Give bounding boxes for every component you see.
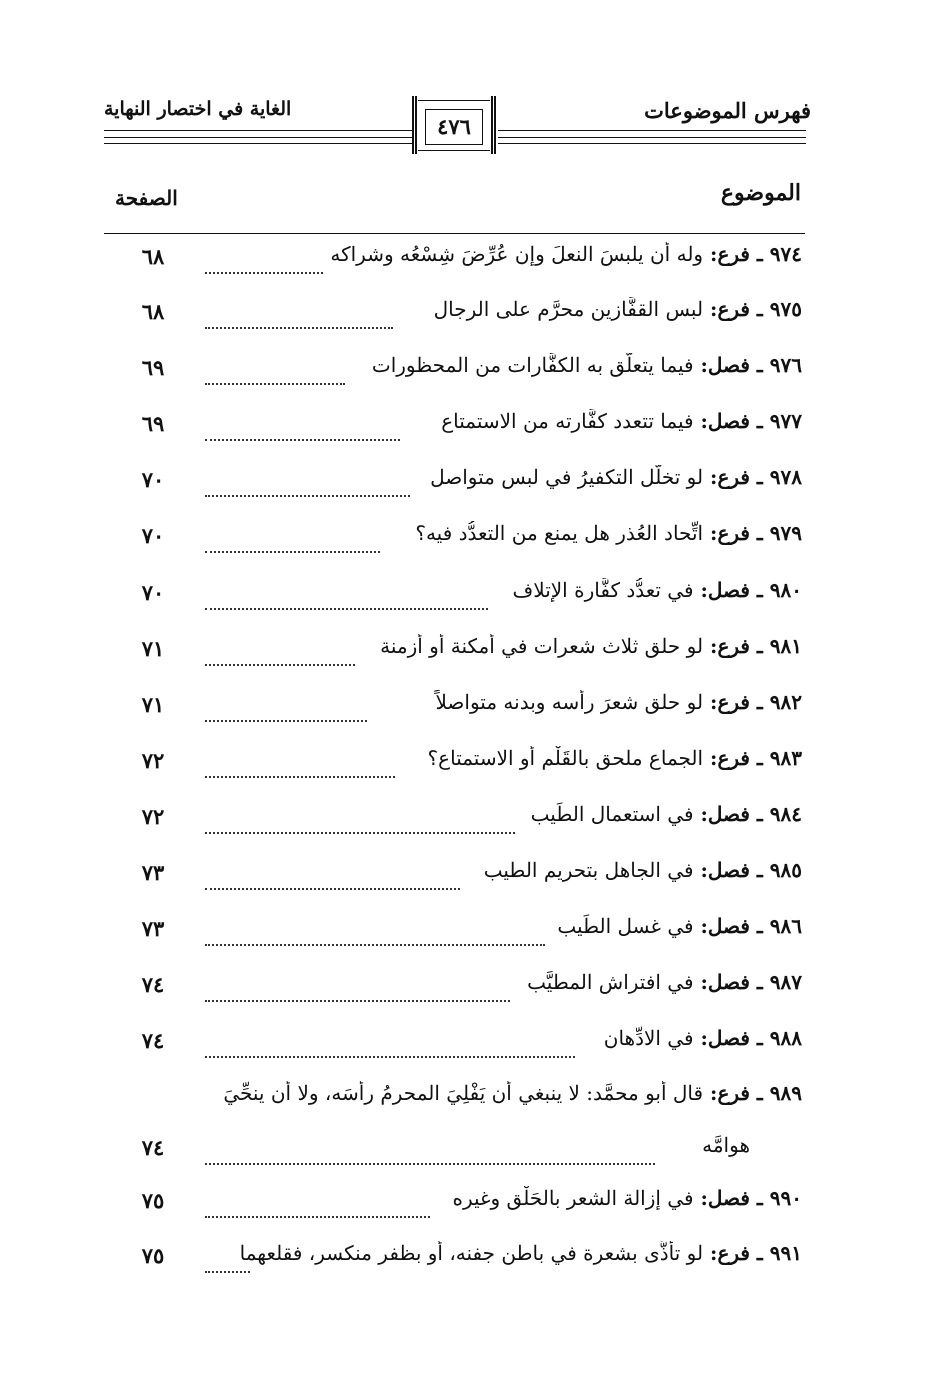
entry-page: ٧٢ [141, 804, 165, 829]
entry-text [202, 858, 802, 882]
frame-cap-bottom [418, 150, 490, 151]
entry-separator: ـ [749, 1241, 770, 1265]
entry-text [202, 1081, 802, 1105]
entry-text [202, 242, 802, 266]
entry-title: في تعدُّد كفَّارة الإتلاف [512, 578, 694, 602]
entry-title: في استعمال الطِّيب [530, 802, 694, 826]
leader-dots [205, 383, 345, 385]
entry-title: لو تخلَّل التكفيرُ في لبس متواصل [430, 465, 704, 489]
entry-kind: فرع [717, 297, 750, 321]
toc-entry [100, 1026, 810, 1066]
leader-dots [205, 272, 323, 274]
entry-page: ٧١ [141, 636, 165, 661]
header-rule-left [104, 130, 412, 131]
entry-page: ٧٠ [141, 580, 165, 605]
entry-page: ٧١ [141, 692, 165, 717]
entry-separator: ـ [749, 690, 770, 714]
entry-title: قال أبو محمَّد: لا ينبغي أن يَفْلِيَ المحرمُ رأسَه، ولا أن ينحِّيَ [223, 1081, 704, 1105]
entry-page: ٧٠ [141, 467, 165, 492]
column-header-page: الصفحة [115, 186, 178, 210]
entry-number: ٩٧٥ [769, 297, 802, 321]
entry-kind: فرع [717, 690, 750, 714]
entry-separator: ـ [749, 802, 770, 826]
entry-colon: : [703, 521, 718, 545]
entry-title: لبس القفَّازين محرَّم على الرجال [433, 297, 704, 321]
entry-kind: فرع [717, 1081, 750, 1105]
toc-entry [100, 409, 810, 449]
entry-title: لو حلق شعرَ رأسه وبدنه متواصلاً [435, 690, 704, 714]
entry-page: ٧٤ [141, 972, 165, 997]
entry-number: ٩٨٢ [769, 690, 802, 714]
entry-kind: فصل [707, 970, 750, 994]
entry-kind: فرع [717, 746, 750, 770]
toc-entry [100, 1081, 810, 1121]
entry-page: ٧٠ [141, 523, 165, 548]
entry-colon: : [703, 634, 718, 658]
entry-separator: ـ [749, 634, 770, 658]
toc-entry [100, 465, 810, 505]
entry-title: في غسل الطِّيب [557, 914, 694, 938]
page-number-frame [412, 96, 498, 156]
toc-entry [100, 1241, 810, 1281]
frame-cap-top [418, 100, 490, 101]
entry-colon: : [703, 1081, 718, 1105]
entry-number: ٩٨٤ [769, 802, 802, 826]
entry-number: ٩٧٤ [769, 242, 802, 266]
entry-text [202, 297, 802, 321]
column-header-rule [104, 233, 805, 234]
entry-text [202, 746, 802, 770]
header-rule-left-2 [104, 137, 412, 138]
entry-kind: فصل [707, 1026, 750, 1050]
entry-page: ٧٣ [141, 916, 165, 941]
entry-number: ٩٧٨ [769, 465, 802, 489]
entry-colon: : [703, 297, 718, 321]
leader-dots [205, 944, 545, 946]
entry-text [202, 353, 802, 377]
entry-number: ٩٨٠ [769, 578, 802, 602]
book-title: الغاية في اختصار النهاية [104, 98, 292, 120]
entry-title: فيما تتعدد كفَّارته من الاستمتاع [441, 409, 694, 433]
entry-kind: فرع [717, 1241, 750, 1265]
leader-dots [205, 608, 488, 610]
entry-separator: ـ [749, 409, 770, 433]
entry-continuation-text: هوامَّه [702, 1133, 750, 1157]
leader-dots [205, 1056, 575, 1058]
header-rule-left-3 [104, 143, 412, 144]
entry-kind: فصل [707, 1186, 750, 1210]
toc-entry [100, 521, 810, 561]
entry-kind: فصل [707, 858, 750, 882]
entry-title: الجماع ملحق بالقَلْم أو الاستمتاع؟ [427, 746, 704, 770]
entry-title: وله أن يلبسَ النعلَ وإن عُرِّضَ شِسْعُه وشراكه [330, 242, 704, 266]
entry-number: ٩٨٥ [769, 858, 802, 882]
leader-dots [205, 1271, 250, 1273]
entry-colon: : [703, 465, 718, 489]
entry-text [202, 634, 802, 658]
entry-separator: ـ [749, 1081, 770, 1105]
toc-entry [100, 970, 810, 1010]
toc-entry [100, 914, 810, 954]
entry-number: ٩٩١ [769, 1241, 802, 1265]
entry-colon: : [693, 353, 708, 377]
entry-kind: فصل [707, 802, 750, 826]
entry-separator: ـ [749, 970, 770, 994]
toc-entry [100, 634, 810, 674]
entry-page: ٦٩ [141, 411, 165, 436]
leader-dots [205, 832, 515, 834]
entry-page: ٦٨ [141, 244, 165, 269]
entry-text [202, 521, 802, 545]
entry-number: ٩٧٦ [769, 353, 802, 377]
toc-entry [100, 858, 810, 898]
toc-entry [100, 802, 810, 842]
entry-title: في إزالة الشعر بالحَلْق وغيره [452, 1186, 694, 1210]
entry-page: ٦٨ [141, 299, 165, 324]
toc-entry [100, 1186, 810, 1226]
leader-dots [205, 776, 395, 778]
entry-page: ٧٢ [141, 748, 165, 773]
leader-dots [205, 327, 393, 329]
entry-colon: : [703, 1241, 718, 1265]
entry-colon: : [703, 242, 718, 266]
leader-dots [205, 888, 460, 890]
entry-kind: فرع [717, 465, 750, 489]
page-number: ٤٧٦ [425, 109, 483, 145]
entry-text [202, 690, 802, 714]
entry-text [202, 1186, 802, 1210]
entry-title: فيما يتعلَّق به الكفَّارات من المحظورات [371, 353, 694, 377]
leader-dots [205, 551, 380, 553]
entry-separator: ـ [749, 746, 770, 770]
entry-separator: ـ [749, 242, 770, 266]
header-rule-right [498, 130, 806, 131]
entry-number: ٩٨٣ [769, 746, 802, 770]
entry-text [202, 970, 802, 994]
toc-entry [100, 297, 810, 337]
entry-text [202, 409, 802, 433]
entry-separator: ـ [749, 1186, 770, 1210]
entry-separator: ـ [749, 297, 770, 321]
entry-title: في الجاهل بتحريم الطيب [483, 858, 694, 882]
entry-text [202, 1241, 802, 1265]
entry-colon: : [693, 914, 708, 938]
leader-dots [205, 664, 355, 666]
entry-kind: فصل [707, 409, 750, 433]
entry-number: ٩٨٩ [769, 1081, 802, 1105]
leader-dots [205, 439, 400, 441]
entry-number: ٩٩٠ [769, 1186, 802, 1210]
entry-text [202, 802, 802, 826]
entry-separator: ـ [749, 858, 770, 882]
toc-entry-continuation [100, 1133, 810, 1173]
leader-dots [205, 1000, 510, 1002]
entry-separator: ـ [749, 465, 770, 489]
entry-title: لو حلق ثلاث شعرات في أمكنة أو أزمنة [380, 634, 704, 658]
entry-text [202, 465, 802, 489]
entry-separator: ـ [749, 521, 770, 545]
toc-entry [100, 746, 810, 786]
entry-colon: : [693, 578, 708, 602]
entry-kind: فصل [707, 578, 750, 602]
entry-page: ٧٤ [141, 1135, 165, 1160]
entry-page: ٦٩ [141, 355, 165, 380]
entry-number: ٩٨٨ [769, 1026, 802, 1050]
toc-entry [100, 353, 810, 393]
column-header-topic: الموضوع [720, 180, 801, 206]
toc-entry [100, 578, 810, 618]
entry-kind: فرع [717, 242, 750, 266]
entry-separator: ـ [749, 353, 770, 377]
toc-entry [100, 242, 810, 282]
entry-number: ٩٧٩ [769, 521, 802, 545]
toc-entry [100, 690, 810, 730]
section-title: فهرس الموضوعات [644, 98, 811, 123]
entry-colon: : [693, 1186, 708, 1210]
entry-title: اتِّحاد العُذر هل يمنع من التعدُّد فيه؟ [415, 521, 704, 545]
entry-page: ٧٥ [141, 1188, 165, 1213]
entry-text [202, 578, 802, 602]
entry-page: ٧٥ [141, 1243, 165, 1268]
entry-separator: ـ [749, 1026, 770, 1050]
leader-dots [205, 1163, 655, 1165]
entry-title: لو تأذَّى بشعرة في باطن جفنه، أو بظفر منكسر، فقلعهما [239, 1241, 704, 1265]
entry-text [202, 914, 802, 938]
leader-dots [205, 495, 410, 497]
entry-colon: : [703, 746, 718, 770]
leader-dots [205, 720, 367, 722]
entry-title: في الادِّهان [603, 1026, 694, 1050]
entry-kind: فصل [707, 914, 750, 938]
entry-kind: فصل [707, 353, 750, 377]
entry-number: ٩٨١ [769, 634, 802, 658]
entry-kind: فرع [717, 634, 750, 658]
entry-colon: : [703, 690, 718, 714]
entry-title: في افتراش المطيَّب [527, 970, 694, 994]
entry-colon: : [693, 858, 708, 882]
entry-number: ٩٨٦ [769, 914, 802, 938]
entry-text [202, 1026, 802, 1050]
entry-separator: ـ [749, 914, 770, 938]
entry-colon: : [693, 802, 708, 826]
entry-colon: : [693, 1026, 708, 1050]
header-rule-right-3 [498, 143, 806, 144]
entry-number: ٩٨٧ [769, 970, 802, 994]
entry-page: ٧٣ [141, 860, 165, 885]
leader-dots [205, 1216, 430, 1218]
entry-number: ٩٧٧ [769, 409, 802, 433]
entry-page: ٧٤ [141, 1028, 165, 1053]
entry-colon: : [693, 409, 708, 433]
header-rule-right-2 [498, 137, 806, 138]
entry-kind: فرع [717, 521, 750, 545]
entry-colon: : [693, 970, 708, 994]
entry-separator: ـ [749, 578, 770, 602]
